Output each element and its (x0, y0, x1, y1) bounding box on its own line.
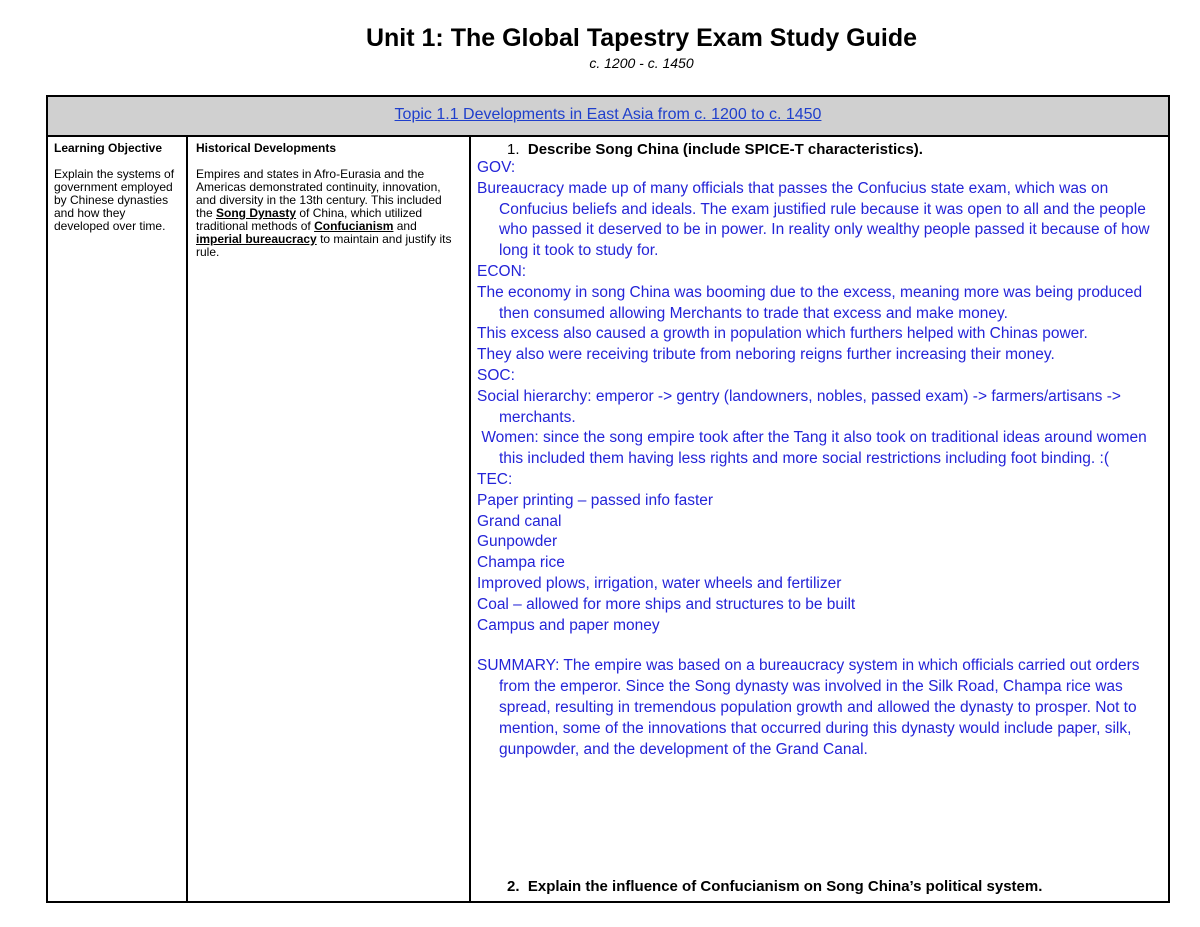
page-title: Unit 1: The Global Tapestry Exam Study Guide (365, 24, 918, 52)
tec-item: Improved plows, irrigation, water wheels and fertilizer (477, 574, 842, 592)
hd-text-3: and (393, 219, 417, 233)
econ-paragraph-2: This excess also caused a growth in population which furthers helped with Chinas power. (477, 325, 1088, 343)
econ-paragraph-3: They also were receiving tribute from neboring reigns further increasing their money. (477, 346, 1055, 364)
tec-item: Campus and paper money (477, 616, 660, 634)
answer-text[interactable] (477, 158, 1162, 760)
tec-label: TEC: (477, 470, 513, 488)
hd-text-2: of China, which utilized traditional methods of (196, 206, 423, 233)
gov-paragraph: Bureaucracy made up of many officials that passes the Confucius state exam, which was on Confucius beliefs and ideals. The exam justified rule because it was open to all and the people who passed it deserved to be in power. In reality only wealthy people passed it because of how long it took to study for. (477, 179, 1150, 260)
tec-item: Paper printing – passed info faster (477, 491, 714, 509)
historical-developments-column (188, 135, 471, 901)
question-2-text: Explain the influence of Confucianism on Song China’s political system. (527, 878, 1043, 895)
hd-text-4: to maintain and justify its rule. (196, 232, 452, 259)
tec-item: Champa rice (477, 554, 565, 572)
topic-header-row (48, 97, 1168, 137)
question-1-number: 1. (507, 141, 520, 158)
soc-label: SOC: (477, 366, 515, 384)
question-2-number: 2. (507, 878, 520, 895)
question-1 (507, 141, 1162, 158)
historical-developments-text (196, 168, 461, 259)
gov-label: GOV: (477, 159, 516, 176)
hd-bold-imperial-bureaucracy: imperial bureaucracy (196, 232, 317, 246)
tec-item: Grand canal (477, 512, 562, 530)
tec-item: Coal – allowed for more ships and structures to be built (477, 595, 856, 613)
hd-bold-confucianism: Confucianism (314, 219, 394, 233)
econ-paragraph-1: The economy in song China was booming due to the excess, meaning more was being produced then consumed allowing Merchants to trade that excess and make money. (477, 283, 1143, 322)
topic-link[interactable]: Topic 1.1 Developments in East Asia from c. 1200 to c. 1450 (394, 106, 822, 123)
learning-objective-column (48, 135, 188, 901)
summary-paragraph: SUMMARY: The empire was based on a bureaucracy system in which officials carried out orders from the emperor. Since the Song dynasty was involved in the Silk Road, Champa rice was spread, resulting in tremendous population growth and allowed the dynasty to prosper. Not to mention, some of the innovations that occurred during this dynasty would include paper, silk, gunpowder, and the development of the Grand Canal. (477, 657, 1140, 758)
historical-developments-heading: Historical Developments (196, 141, 337, 155)
page-subtitle: c. 1200 - c. 1450 (589, 55, 694, 71)
hd-bold-song-dynasty: Song Dynasty (216, 206, 297, 220)
soc-paragraph-1: Social hierarchy: emperor -> gentry (landowners, nobles, passed exam) -> farmers/artisans -> merchants. (477, 387, 1121, 426)
spacer (477, 636, 1162, 656)
learning-objective-heading: Learning Objective (54, 141, 163, 155)
econ-label: ECON: (477, 262, 527, 280)
learning-objective-text: Explain the systems of government employed by Chinese dynasties and how they developed over time. (54, 167, 175, 233)
question-1-text: Describe Song China (include SPICE-T characteristics). (527, 141, 923, 158)
answer-column (471, 135, 1168, 901)
study-guide-table (46, 95, 1170, 903)
question-2 (507, 878, 1042, 895)
hd-text-1: Empires and states in Afro-Eurasia and the Americas demonstrated continuity, innovation, and diversity in the 13th century. This included the (196, 167, 442, 220)
soc-paragraph-2: Women: since the song empire took after the Tang it also took on traditional ideas around women this included them having less rights and more social restrictions including foot binding. :( (477, 429, 1152, 468)
tec-item: Gunpowder (477, 533, 558, 551)
